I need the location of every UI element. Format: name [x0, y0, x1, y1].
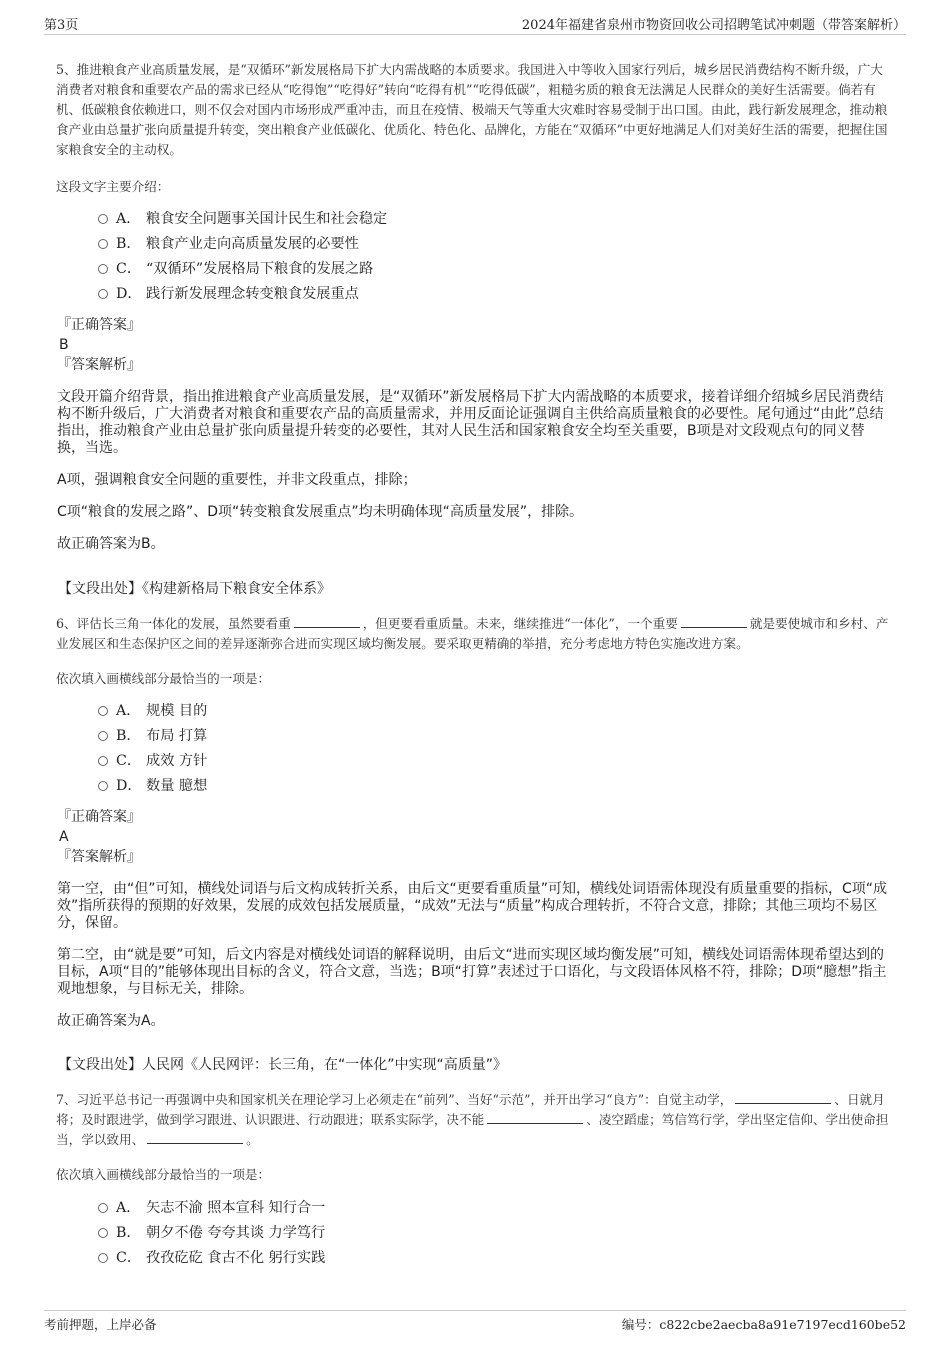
fill-blank	[487, 1111, 583, 1124]
q5-analysis	[57, 389, 890, 553]
document-code: 编号：c822cbe2aecba8a91e7197ecd160be52	[621, 1317, 906, 1332]
q5-stem: 5、推进粮食产业高质量发展，是“双循环”新发展格局下扩大内需战略的本质要求。我国进入中等收入国家行列后，城乡居民消费结构不断升级，广大消费者对粮食和重要农产品的需求已经从“吃得饱”“吃得好”转向“吃得有机”“吃得低碳”，粗糙劣质的粮食无法满足人民群众的美好生活需要。倘若有机、低碳粮食依赖进口，则不仅会对国内市场形成严重冲击，而且在疫情、极端天气等重大灾难时容易受制于出口国。由此，践行新发展理念，推动粮食产业由总量扩张向质量提升转变，突出粮食产业低碳化、优质化、特色化、品牌化，方能在“双循环”中更好地满足人们对美好生活的需要，把握住国家粮食安全的主动权。	[56, 62, 888, 157]
q6-stem: 6、评估长三角一体化的发展，虽然要看重 ，但更要看重质量。未来，继续推进“一体化”，一个重要 就是要使城市和乡村、产业发展区和生态保护区之间的差异逐渐弥合进而实现区域均衡发展。要采取更精确的举措，充分考虑地方特色实施改进方案。	[56, 616, 889, 651]
q6-source: 【文段出处】人民网《人民网评：长三角，在“一体化”中实现“高质量”》	[58, 1057, 508, 1073]
q7-option-b[interactable]: B． 朝夕不倦 夸夸其谈 力学笃行	[98, 1221, 325, 1246]
page-number: 第3页	[44, 18, 79, 33]
q6-prompt: 依次填入画横线部分最恰当的一项是：	[56, 671, 271, 686]
q5-option-b[interactable]: B． 粮食产业走向高质量发展的必要性	[98, 232, 387, 257]
document-title: 2024年福建省泉州市物资回收公司招聘笔试冲刺题（带答案解析）	[521, 18, 906, 33]
analysis-paragraph: 故正确答案为B。	[57, 536, 165, 552]
answer-tag: 『正确答案』	[57, 317, 141, 333]
answer-tag: 『正确答案』	[57, 809, 141, 825]
q5-option-a[interactable]: A． 粮食安全问题事关国计民生和社会稳定	[98, 207, 387, 232]
q7-options	[98, 1196, 325, 1271]
analysis-paragraph: A项，强调粮食安全问题的重要性，并非文段重点，排除；	[57, 472, 417, 488]
analysis-paragraph: C项“粮食的发展之路”、D项“转变粮食发展重点”均未明确体现“高质量发展”，排除。	[57, 504, 584, 520]
fill-blank	[294, 615, 360, 628]
radio-icon[interactable]	[98, 756, 108, 766]
q6-option-c[interactable]: C． 成效 方针	[98, 749, 207, 774]
analysis-paragraph: 文段开篇介绍背景，指出推进粮食产业高质量发展，是“双循环”新发展格局下扩大内需战略的本质要求，接着详细介绍城乡居民消费结构不断升级后，广大消费者对粮食和重要农产品的高质量需求，并用反面论证强调自主供给高质量粮食的必要性。尾句通过“由此”总结指出，推动粮食产业由总量扩张向质量提升转变的必要性，其对人民生活和国家粮食安全均至关重要，B项是对文段观点句的同义替换，当选。	[57, 389, 884, 456]
q5-source: 【文段出处】《构建新格局下粮食安全体系》	[58, 581, 331, 597]
q6-options	[98, 699, 207, 799]
analysis-tag: 『答案解析』	[57, 849, 141, 865]
q6-answer-block	[57, 807, 890, 1030]
q7-prompt: 依次填入画横线部分最恰当的一项是：	[56, 1167, 271, 1182]
footer-slogan: 考前押题，上岸必备	[44, 1317, 157, 1332]
q5-prompt: 这段文字主要介绍：	[56, 179, 170, 194]
analysis-paragraph: 第一空，由“但”可知，横线处词语与后文构成转折关系，由后文“更要看重质量”可知，横线处词语需体现没有质量重要的指标，C项“成效”指所获得的预期的好效果，发展的成效包括发展质量，“成效”无法与“质量”构成合理转折，不符合文意，排除；其他三项均不易区分，保留。	[57, 881, 888, 931]
radio-icon[interactable]	[98, 781, 108, 791]
correct-answer: B	[59, 337, 69, 353]
fill-blank	[681, 615, 747, 628]
radio-icon[interactable]	[98, 1228, 108, 1238]
q7-stem: 7、习近平总书记一再强调中央和国家机关在理论学习上必须走在“前列”、当好“示范”，并开出学习“良方”：自觉主动学， 、日就月将；及时跟进学，做到学习跟进、认识跟进、行动跟进；联系实际学，决不能 、凌空蹈虚；笃信笃行学，学出坚定信仰、学出使命担当，学以致用、 。	[56, 1092, 889, 1147]
radio-icon[interactable]	[98, 731, 108, 741]
fill-blank	[735, 1091, 831, 1104]
radio-icon[interactable]	[98, 289, 108, 299]
q5-answer-block	[57, 315, 890, 553]
radio-icon[interactable]	[98, 239, 108, 249]
radio-icon[interactable]	[98, 1253, 108, 1263]
q5-option-d[interactable]: D． 践行新发展理念转变粮食发展重点	[98, 282, 387, 307]
page-header	[44, 12, 906, 35]
radio-icon[interactable]	[98, 706, 108, 716]
q7-option-c[interactable]: C． 孜孜矻矻 食古不化 躬行实践	[98, 1246, 325, 1271]
analysis-paragraph: 第二空，由“就是要”可知，后文内容是对横线处词语的解释说明，由后文“进而实现区域均衡发展”可知，横线处词语需体现希望达到的目标，A项“目的”能够体现出目标的含义，符合文意，当选；B项“打算”表述过于口语化，与文段语体风格不符，排除；D项“臆想”指主观地想象，与目标无关，排除。	[57, 947, 887, 997]
radio-icon[interactable]	[98, 264, 108, 274]
q6-option-d[interactable]: D． 数量 臆想	[98, 774, 207, 799]
q5-options	[98, 207, 387, 307]
q6-option-b[interactable]: B． 布局 打算	[98, 724, 207, 749]
q7-option-a[interactable]: A． 矢志不渝 照本宣科 知行合一	[98, 1196, 325, 1221]
q6-option-a[interactable]: A． 规模 目的	[98, 699, 207, 724]
analysis-tag: 『答案解析』	[57, 357, 141, 373]
q5-option-c[interactable]: C． “双循环”发展格局下粮食的发展之路	[98, 257, 387, 282]
correct-answer: A	[59, 829, 69, 845]
radio-icon[interactable]	[98, 214, 108, 224]
q6-analysis	[57, 881, 890, 1030]
radio-icon[interactable]	[98, 1203, 108, 1213]
fill-blank	[147, 1131, 243, 1144]
page-footer	[44, 1310, 906, 1332]
analysis-paragraph: 故正确答案为A。	[57, 1013, 165, 1029]
